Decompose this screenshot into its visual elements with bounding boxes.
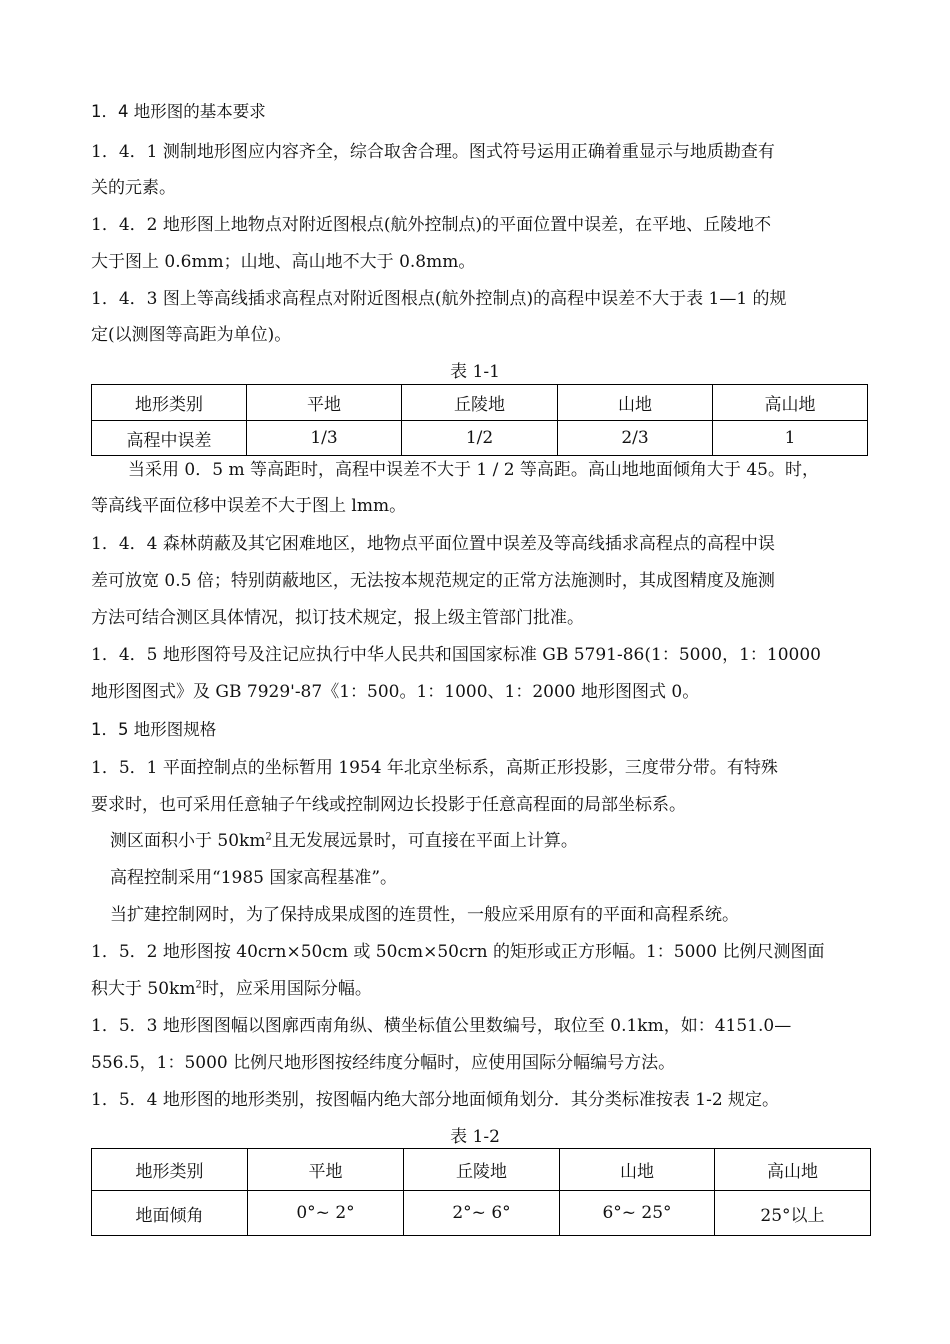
table-cell: 0°~ 2° — [248, 1191, 404, 1236]
text-run: 且无发展远景时，可直接在平面上计算。 — [271, 831, 578, 851]
table-row — [92, 1191, 871, 1236]
paragraph-line: 当扩建控制网时，为了保持成果成图的连贯性，一般应采用原有的平面和高程系统。 — [110, 905, 739, 925]
table-caption-1-2: 表 1-2 — [450, 1127, 500, 1147]
table-header-cell: 山地 — [560, 1149, 715, 1191]
paragraph-line: 1．5．3 地形图图幅以图廓西南角纵、横坐标值公里数编号，取位至 0.1km，如：4151.0— — [91, 1016, 792, 1036]
table-1-1 — [91, 384, 868, 456]
section-heading-1-5: 1．5 地形图规格 — [91, 720, 217, 739]
paragraph-line: 1．5．2 地形图按 40crn×50cm 或 50cm×50crn 的矩形或正方形幅。1：5000 比例尺测图面 — [91, 942, 825, 962]
table-header-row — [92, 1149, 871, 1191]
table-cell: 地面倾角 — [92, 1191, 248, 1236]
paragraph-line: 1．4．5 地形图符号及注记应执行中华人民共和国国家标准 GB 5791-86(1：5000，1：10000 — [91, 645, 821, 665]
table-header-cell: 地形类别 — [92, 1149, 248, 1191]
table-cell: 2°~ 6° — [404, 1191, 560, 1236]
paragraph-line: 关的元素。 — [91, 178, 176, 198]
paragraph-line — [91, 978, 372, 1000]
text-run: 测区面积小于 50km — [110, 831, 266, 851]
text-run: 积大于 50km — [91, 979, 196, 999]
table-cell: 25°以上 — [715, 1191, 871, 1236]
paragraph-line: 大于图上 0.6mm；山地、高山地不大于 0.8mm。 — [91, 252, 476, 272]
paragraph-line: 1．4．2 地形图上地物点对附近图根点(航外控制点)的平面位置中误差，在平地、丘陵地不 — [91, 215, 772, 235]
table-header-cell: 平地 — [248, 1149, 404, 1191]
table-header-cell: 高山地 — [713, 385, 868, 421]
paragraph-line: 556.5，1：5000 比例尺地形图按经纬度分幅时，应使用国际分幅编号方法。 — [91, 1053, 676, 1073]
paragraph-line — [110, 830, 578, 852]
paragraph-line: 高程控制采用“1985 国家高程基准”。 — [110, 868, 398, 888]
paragraph-line: 定(以测图等高距为单位)。 — [91, 325, 292, 345]
paragraph-line: 当采用 0．5 m 等高距时，高程中误差不大于 1 / 2 等高距。高山地地面倾角大于 45。时， — [128, 460, 819, 480]
table-caption-1-1: 表 1-1 — [450, 362, 500, 382]
paragraph-line: 要求时，也可采用任意轴子午线或控制网边长投影于任意高程面的局部坐标系。 — [91, 795, 686, 815]
table-header-cell: 高山地 — [715, 1149, 871, 1191]
table-cell: 1 — [713, 421, 868, 456]
table-cell: 1/3 — [247, 421, 402, 456]
table-header-cell: 平地 — [247, 385, 402, 421]
text-run: 时，应采用国际分幅。 — [201, 979, 372, 999]
table-header-cell: 丘陵地 — [402, 385, 558, 421]
paragraph-line: 1．4．4 森林荫蔽及其它困难地区，地物点平面位置中误差及等高线插求高程点的高程中误 — [91, 534, 775, 554]
table-cell: 高程中误差 — [92, 421, 247, 456]
superscript: 2 — [265, 831, 272, 843]
table-cell: 1/2 — [402, 421, 558, 456]
paragraph-line: 差可放宽 0.5 倍；特别荫蔽地区，无法按本规范规定的正常方法施测时，其成图精度及施测 — [91, 571, 775, 591]
table-cell: 6°~ 25° — [560, 1191, 715, 1236]
paragraph-line: 1．4．1 测制地形图应内容齐全，综合取舍合理。图式符号运用正确着重显示与地质勘查有 — [91, 142, 775, 162]
section-heading-1-4: 1．4 地形图的基本要求 — [91, 102, 266, 121]
table-header-cell: 山地 — [558, 385, 713, 421]
paragraph-line: 1．4．3 图上等高线插求高程点对附近图根点(航外控制点)的高程中误差不大于表 1—1 的规 — [91, 289, 787, 309]
paragraph-line: 1．5．1 平面控制点的坐标暂用 1954 年北京坐标系，高斯正形投影，三度带分带。有特殊 — [91, 758, 778, 778]
table-row — [92, 421, 868, 456]
table-1-2 — [91, 1148, 871, 1236]
table-header-row — [92, 385, 868, 421]
table-header-cell: 丘陵地 — [404, 1149, 560, 1191]
paragraph-line: 等高线平面位移中误差不大于图上 lmm。 — [91, 496, 407, 516]
table-cell: 2/3 — [558, 421, 713, 456]
superscript: 2 — [195, 979, 202, 991]
paragraph-line: 地形图图式》及 GB 7929'-87《1：500。1：1000、1：2000 地形图图式 0。 — [91, 682, 700, 702]
table-header-cell: 地形类别 — [92, 385, 247, 421]
paragraph-line: 1．5．4 地形图的地形类别，按图幅内绝大部分地面倾角划分．其分类标准按表 1-2 规定。 — [91, 1090, 780, 1110]
paragraph-line: 方法可结合测区具体情况，拟订技术规定，报上级主管部门批准。 — [91, 608, 584, 628]
